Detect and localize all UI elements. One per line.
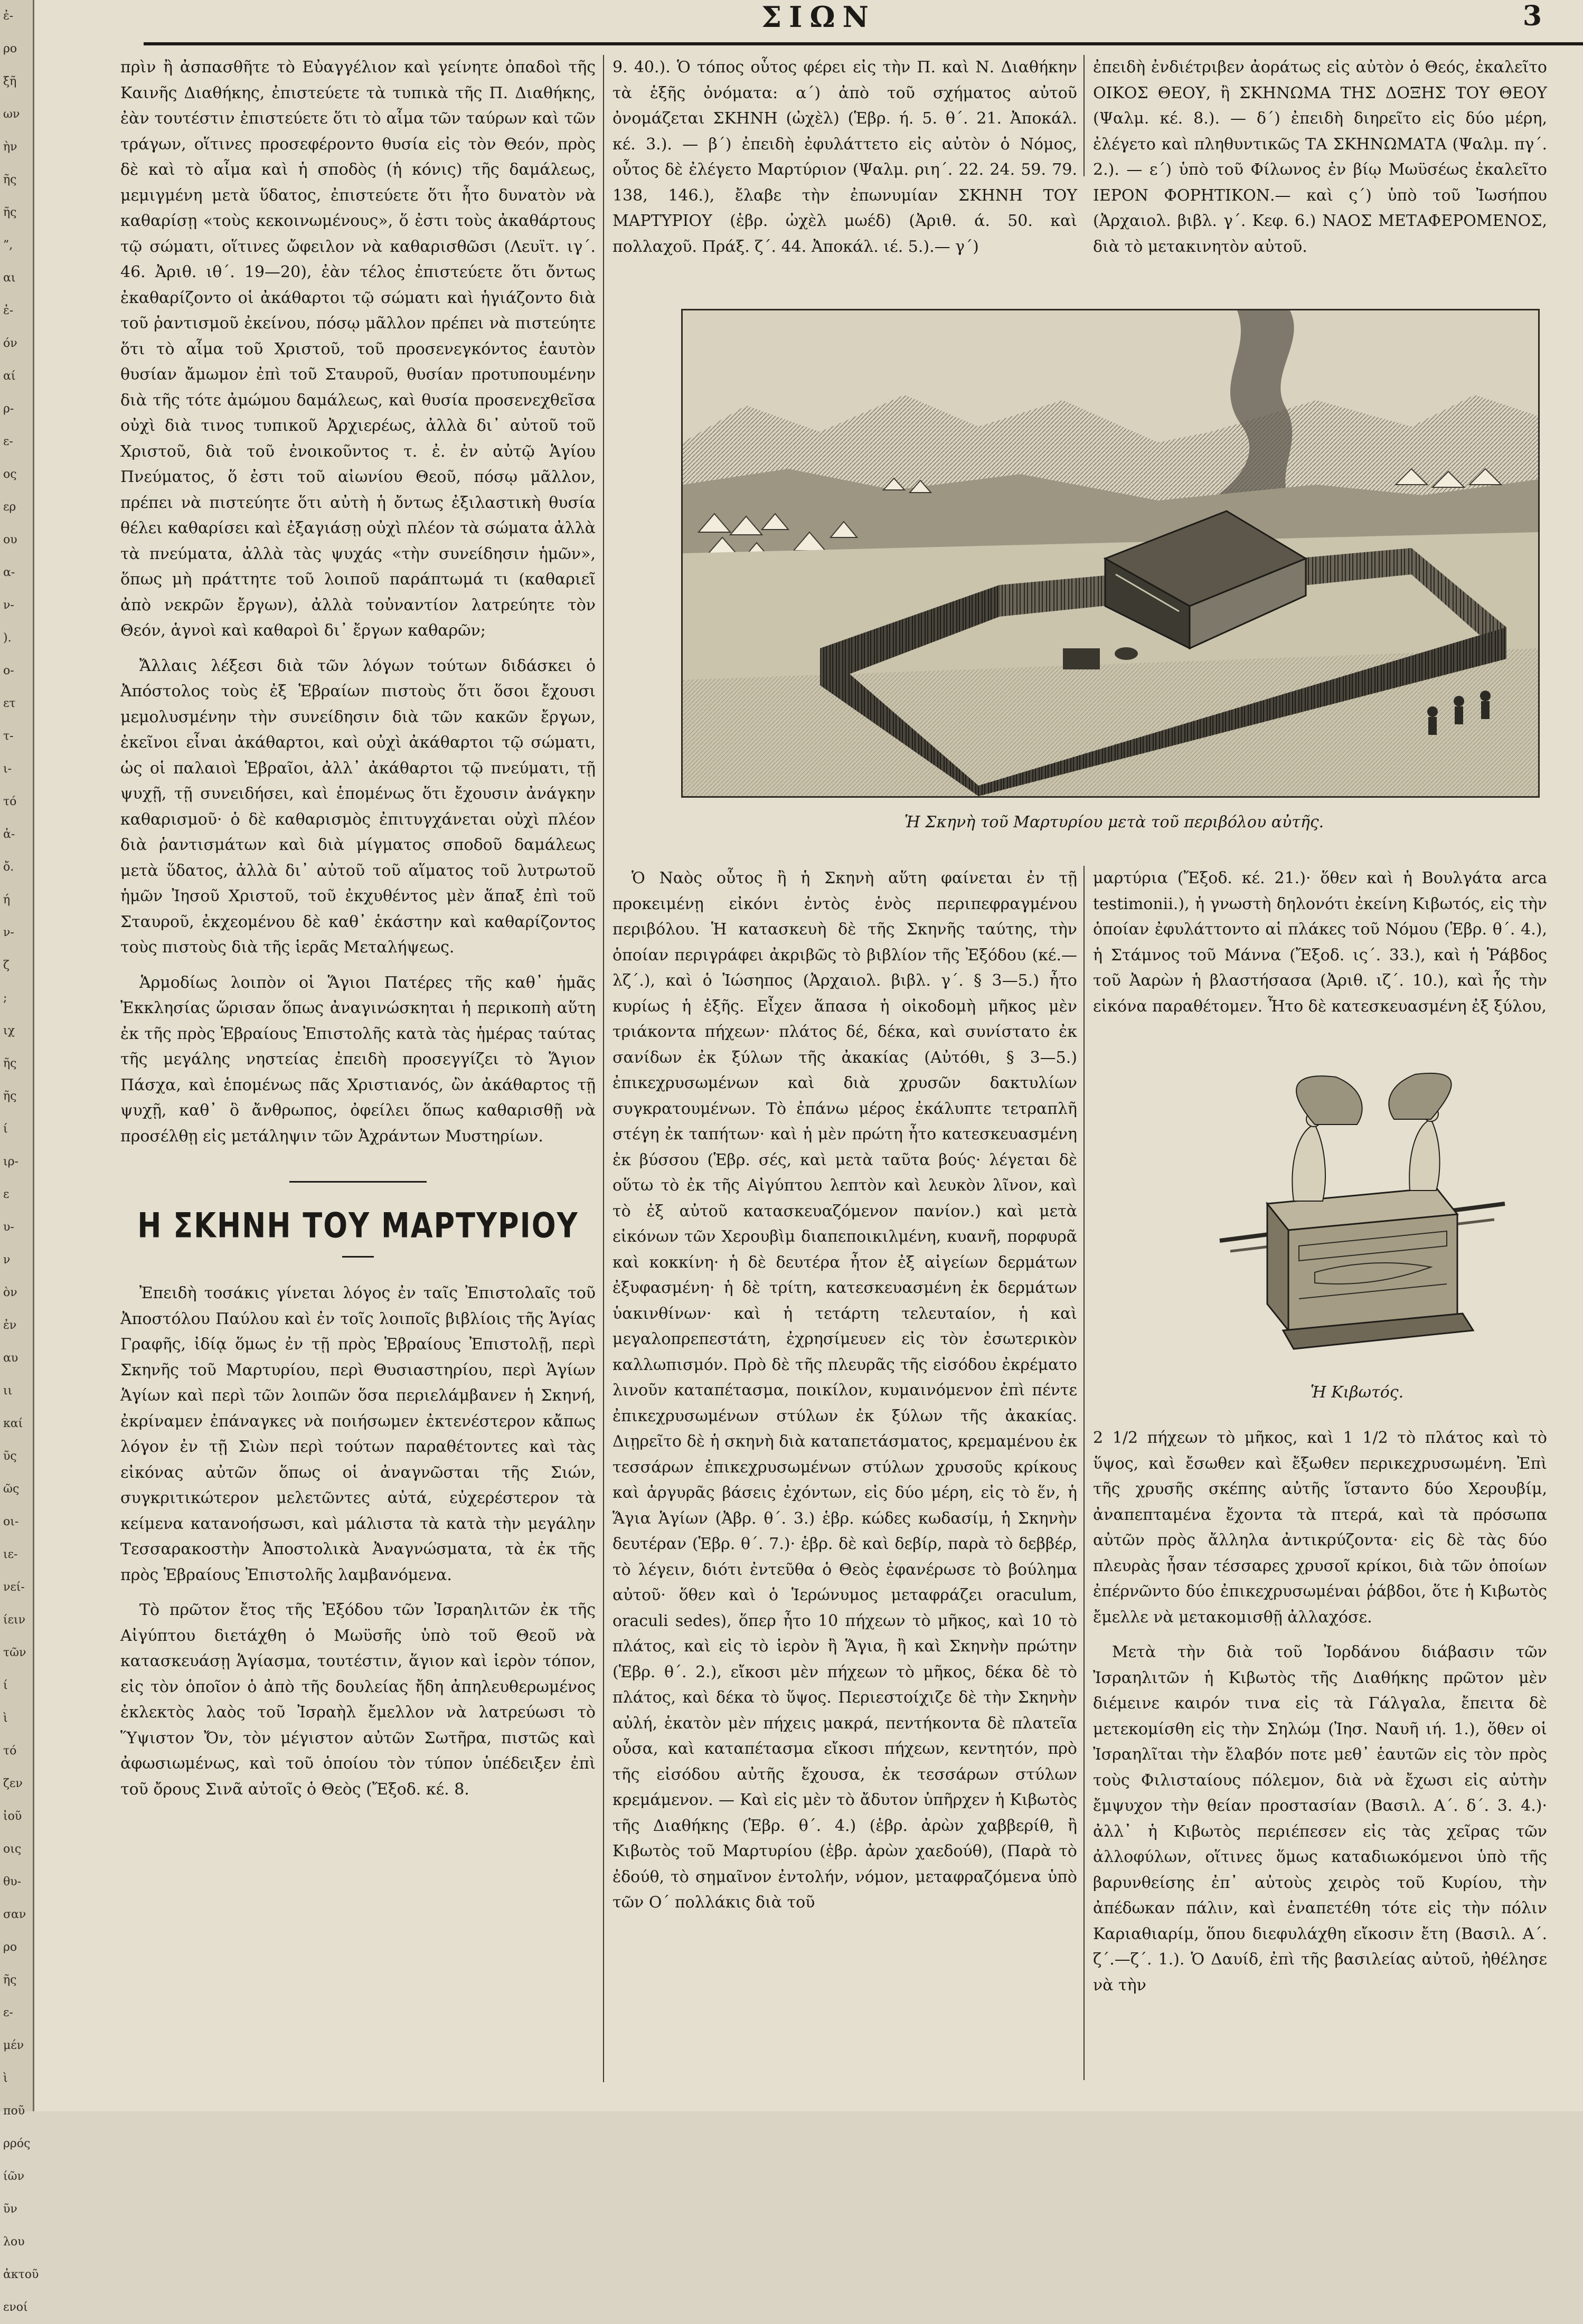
margin-fragment: ου [3,533,17,546]
paragraph: Ἄλλαις λέξεσι διὰ τῶν λόγων τούτων διδάσκει ὁ Ἀπόστολος τοὺς ἐξ Ἑβραίων πιστοὺς ὅτι ὅσοι ἔχουσι μεμολυσμένην τὴν συνείδησιν διὰ τῶν κακῶν ἔργων, ἐκεῖνοι εἶναι ἀκάθαρτοι, καὶ οὐχὶ ἀκάθαρτοι τῷ σώματι, ὡς οἱ παλαιοὶ Ἑβραῖοι, ἀλλ᾿ ἀκάθαρτοι τῷ πνεύματι, τῇ ψυχῇ, τῇ συνειδήσει, καὶ ἑπομένως ὅτι ἔχουσιν ἀνάγκην καθαρισμοῦ· ὁ δὲ καθαρισμὸς ἐπιτυγχάνεται οὐχὶ πλέον διὰ ῥαντισμάτων καὶ διὰ μίγματος σποδοῦ δαμάλεως μετὰ ὕδατος, ἀλλὰ δι᾿ αὐτοῦ τοῦ αἵματος τοῦ λυτρωτοῦ ἡμῶν Ἰησοῦ Χριστοῦ, τοῦ ἐκχυθέντος μὲν ἅπαξ ἐπὶ τοῦ Σταυροῦ, ἐκχεομένου δὲ καθ᾿ ἑκάστην καὶ καθαρίζοντος τοὺς πιστοὺς διὰ τῆς ἱερᾶς Μεταλήψεως. [120,656,596,957]
margin-fragment: ετ [3,697,16,710]
heading-underline [342,1256,374,1258]
ark-engraving [1209,1066,1515,1362]
margin-fragment: ῶς [3,1482,20,1496]
margin-fragment: ν- [3,599,14,612]
margin-fragment: ἀ- [3,828,15,841]
margin-fragment: οι- [3,1515,19,1528]
margin-fragment: θυ- [3,1875,22,1888]
margin-fragment: λου [3,2235,25,2249]
margin-fragment: ἐ- [3,304,14,317]
margin-fragment: ποῦ [3,2104,25,2118]
margin-fragment: τῶν [3,1646,26,1659]
column-right-bottom [1093,1425,1547,2091]
ark-illustration [1209,1066,1515,1362]
margin-fragment: α- [3,566,15,579]
margin-fragment: ρο [3,42,17,55]
margin-fragment: ”, [3,239,13,252]
page-number: 3 [1522,0,1542,32]
running-title: ΣΙΩΝ [761,0,876,34]
margin-fragment: ῦς [3,1450,17,1463]
page-header [33,0,1583,38]
margin-fragment: ν [3,1253,11,1267]
margin-fragment: ῆς [3,173,17,186]
header-rule [144,42,1583,45]
margin-fragment: ζ [3,959,10,972]
paragraph: Μετὰ τὴν διὰ τοῦ Ἰορδάνου διάβασιν τῶν Ἰσραηλιτῶν ἡ Κιβωτὸς τῆς Διαθήκης πρῶτον μὲν διέμεινε καιρόν τινα εἰς τὰ Γάλγαλα, ἔπειτα δὲ μετεκομίσθη εἰς τὴν Σηλώμ (Ἰησ. Ναυῆ ιή. 1.), ὅθεν οἱ Ἰσραηλῖται τὴν ἔλαβόν ποτε μεθ᾿ ἑαυτῶν εἰς τὸν πρὸς τοὺς Φιλισταίους πόλεμον, διὰ νὰ ἔχωσι εἰς αὐτὴν ἔμψυχον τὴν θείαν προστασίαν (Βασιλ. Α΄. δ΄. 3. 4.)· ἀλλ᾿ ἡ Κιβωτὸς περιέπεσεν εἰς τὰς χεῖρας τῶν ἀλλοφύλων, οἵτινες ὅμως καταδιωκόμενοι ὑπὸ τῆς βαρυνθείσης ἐπ᾿ αὐτοὺς χειρὸς τοῦ Κυρίου, τὴν ἀπέδωκαν πάλιν, καὶ ἐναπετέθη τότε εἰς τὴν πόλιν Καριαθιαρίμ, ὅπου διεφυλάχθη εἴκοσιν ἔτη (Βασιλ. Α΄. ζ΄.—ζ΄. 1.). Ὁ Δαυίδ, ἐπὶ τῆς βασιλείας αὐτοῦ, ἠθέλησε νὰ τὴν [1093,1643,1547,1995]
margin-fragment: ίειν [3,1613,26,1627]
column-divider [1083,866,1085,2080]
margin-fragment: τ- [3,730,14,743]
margin-fragment: ί [3,1679,8,1692]
section-divider [289,1181,427,1183]
column-left [120,55,596,2082]
margin-fragment: νεί- [3,1581,25,1594]
margin-fragment: ε- [3,2006,13,2019]
margin-fragment: τό [3,795,17,808]
margin-fragment: ὶ [3,1712,8,1725]
margin-fragment: ῆς [3,1057,17,1070]
margin-fragment: ξῆ [3,75,17,88]
margin-fragment: ἀκτοῦ [3,2268,39,2281]
tabernacle-engraving [681,309,1540,798]
margin-fragment: αυ [3,1352,18,1365]
margin-fragment: ῆς [3,1090,17,1103]
margin-fragment: οις [3,1843,22,1856]
margin-fragment: ν- [3,926,14,939]
margin-fragment: ρ- [3,402,14,415]
margin-fragment: ἐ- [3,10,14,23]
margin-fragment: ὶ [3,2072,8,2085]
margin-fragment: μέν [3,2039,24,2052]
margin-fragment: ὄ. [3,861,14,874]
margin-fragment: ιε- [3,1548,18,1561]
margin-fragment: ι- [3,762,12,776]
margin-fragment: ). [3,631,12,645]
column-middle-top [613,55,1077,256]
margin-fragment: καί [3,1417,23,1430]
margin-fragment: ζεν [3,1777,23,1790]
margin-fragment: ιι [3,1384,13,1397]
margin-fragment: ιρ- [3,1155,18,1168]
margin-fragment: τό [3,1744,17,1758]
margin-fragment: υ- [3,1221,14,1234]
margin-fragment: ῦν [3,2203,17,2216]
margin-fragment: ίῶν [3,2170,24,2183]
margin-fragment: ε- [3,435,13,448]
paragraph: 2 1/2 πήχεων τὸ μῆκος, καὶ 1 1/2 τὸ πλάτος καὶ τὸ ὕψος, καὶ ἔσωθεν καὶ ἔξωθεν περικεχρυσωμένη. Ἐπὶ τῆς χρυσῆς σκέπης αὐτῆς ἵσταντο δύο Χερουβίμ, ἀναπεπταμένα ἔχοντα τὰ πτερά, καὶ τὰ πρόσωπα αὐτῶν πρὸς ἄλληλα ἀντικρύζοντα· εἰς δὲ τὰς δύο πλευρὰς ἦσαν τέσσαρες χρυσοῖ κρίκοι, διὰ τῶν ὁποίων ἐπέρνῶντο δύο ἐπικεχρυσωμέναι ῥάβδοι, ὅτε ἡ Κιβωτὸς ἔμελλε νὰ μετακομισθῇ ἀλλαχόσε. [1093,1429,1547,1627]
margin-fragment: αι [3,271,16,285]
paragraph: πρὶν ἢ ἀσπασθῆτε τὸ Εὐαγγέλιον καὶ γείνητε ὀπαδοὶ τῆς Καινῆς Διαθήκης, ἐπιστεύετε τὰ τυπικὰ τῆς Π. Διαθήκης, ἐὰν τουτέστιν ἐπιστεύετε ὅτι τὸ αἷμα τῶν ταύρων καὶ τῶν τράγων, οἵτινες προσεφέροντο θυσία εἰς τὸν Θεόν, πρὸς δὲ καὶ τὸ αἷμα καὶ ἡ σποδὸς (ἡ κόνις) τῆς δαμάλεως, μεμιγμένη μετὰ ὕδατος, ἐπιστεύετε ὅτι ἦτο δυνατὸν νὰ καθαρίσῃ «τοὺς κεκοινωμένους», ὅ ἐστι τοὺς ἀκαθάρτους τῷ σώματι, οἵτινες ὤφειλον νὰ καθαρισθῶσι (Λευϊτ. ιγ΄. 46. Ἀριθ. ιθ΄. 19—20), ἐὰν τέλος ἐπιστεύετε ὅτι ὄντως ἐκαθαρίζοντο οἱ ἀκάθαρτοι τῷ σώματι καὶ ἡγιάζοντο διὰ τοῦ ῥαντισμοῦ ἐκείνου, πόσῳ μᾶλλον πρέπει νὰ πιστεύητε ὅτι τὸ αἷμα τοῦ Χριστοῦ, τοῦ προσενεγκόντος ἑαυτὸν θυσίαν ἄμωμον ἐπὶ τοῦ Σταυροῦ, θυσίαν προτυπουμένην διὰ τῆς τότε ἀμώμου δαμάλεως, καὶ θυσία προσενεχθεῖσα οὐχὶ διὰ τινος τυπικοῦ Ἀρχιερέως, ἀλλὰ δι᾿ αὐτοῦ τοῦ Χριστοῦ, διὰ τοῦ ἐνοικοῦντος τ. ἐ. ἐν αὐτῷ Ἁγίου Πνεύματος, ὅ ἐστι τοῦ αἰωνίου Θεοῦ, πόσῳ μᾶλλον, πρέπει νὰ πιστεύητε ὅτι αὐτὴ ἡ ὄντως ἐξιλαστικὴ θυσία θέλει καθαρίσει καὶ ἐξαγιάσῃ οὐχὶ πλέον τὰ σώματα ἀλλὰ τὰ πνεύματα, ἀλλὰ τὰς ψυχάς «τὴν συνείδησιν ἡμῶν», ὅπως μὴ πράττητε τοῦ λοιποῦ παράπτωμά τι (καθαριεῖ ἀπὸ νεκρῶν ἔργων), ἀλλὰ τοὐναντίον λατρεύητε τὸν Θεόν, ἁγνοὶ καὶ καθαροὶ δι᾿ ἔργων καθαρῶν; [120,58,596,640]
paragraph: Τὸ πρῶτον ἔτος τῆς Ἐξόδου τῶν Ἰσραηλιτῶν ἐκ τῆς Αἰγύπτου διετάχθη ὁ Μωϋσῆς ὑπὸ τοῦ Θεοῦ νὰ κατασκευάσῃ Ἁγίασμα, τουτέστιν, ἅγιον καὶ ἱερὸν τόπον, εἰς τὸν ὁποῖον ὁ ἀπὸ τῆς δουλείας ἤδη ἀπηλευθερωμένος ἐκλεκτὸς λαὸς τοῦ Ἰσραὴλ ἔμελλον νὰ λατρεύωσι τὸ Ὕψιστον Ὄν, τὸν μέγιστον αὐτῶν Σωτῆρα, πιστῶς καὶ ἀφωσιωμένως, καὶ τοῦ ὁποίου τὸν τύπον ὑπέδειξεν ἐπὶ τοῦ ὄρους Σινᾶ αὐτοῖς ὁ Θεὸς (Ἔξοδ. κέ. 8. [120,1601,596,1799]
ark-caption: Ἡ Κιβωτός. [1310,1383,1404,1402]
margin-fragment: ὴν [3,140,17,154]
section-heading: Η ΣΚΗΝΗ ΤΟΥ ΜΑΡΤΥΡΙΟΥ [137,1205,579,1246]
tabernacle-caption: Ἡ Σκηνὴ τοῦ Μαρτυρίου μετὰ τοῦ περιβόλου αὐτῆς. [904,813,1324,832]
paragraph: Ἐπειδὴ τοσάκις γίνεται λόγος ἐν ταῖς Ἐπιστολαῖς τοῦ Ἀποστόλου Παύλου καὶ ἐν τοῖς λοιποῖς βιβλίοις τῆς Ἁγίας Γραφῆς, ἰδίᾳ ὅμως ἐν τῇ πρὸς Ἑβραίους Ἐπιστολῇ, περὶ Σκηνῆς τοῦ Μαρτυρίου, περὶ Θυσιαστηρίου, περὶ Ἁγίων Ἁγίων καὶ περὶ τῶν λοιπῶν ὅσα περιελάμβανεν ἡ Σκηνή, ἐκρίναμεν ἐπάναγκες νὰ ποιήσωμεν ἐκτενέστερον κἄπως λόγον ἐν τῇ Σιὼν περὶ τούτων παραθέτοντες καὶ τὰς εἰκόνας αὐτῶν ὅπως οἱ ἀναγνῶσται τῆς Σιών, συγκριτικώτερον μελετῶντες αὐτά, εὐχερέστερον τὰ κείμενα κατανοήσωσι, καὶ μάλιστα τὰ κατὰ τὴν μεγάλην Τεσσαρακοστὴν Ἀποστολικὰ Ἀναγνώσματα, τὰ ἐκ τῆς πρὸς Ἑβραίους Ἐπιστολῆς λαμβανόμενα. [120,1284,596,1584]
paragraph: μαρτύρια (Ἔξοδ. κέ. 21.)· ὅθεν καὶ ἡ Βουλγάτα arca testimonii.), ἡ γνωστὴ δηλονότι ἐκείνη Κιβωτός, εἰς τὴν ὁποίαν ἐφυλάττοντο αἱ πλάκες τοῦ Νόμου (Ἑβρ. θ΄. 4.), ἡ Στάμνος τοῦ Μάννα (Ἔξοδ. ις΄. 33.), καὶ ἡ Ῥάβδος τοῦ Ἀαρὼν ἡ βλαστήσασα (Ἀριθ. ιζ΄. 10.), καὶ ἧς τὴν εἰκόνα παραθέτομεν. Ἦτο δὲ κατεσκευασμένη ἐξ ξύλου, [1093,869,1547,1016]
column-right-top [1093,55,1547,256]
paragraph: Ὁ Ναὸς οὗτος ἢ ἡ Σκηνὴ αὕτη φαίνεται ἐν τῇ προκειμένῃ εἰκόνι ἐντὸς ἑνὸς περιπεφραγμένου περιβόλου. Ἡ κατασκευὴ δὲ τῆς Σκηνῆς ταύτης, τὴν ὁποίαν περιγράφει ἀκριβῶς τὸ βιβλίον τῆς Ἐξόδου (κέ.—λζ΄.), καὶ ὁ Ἰώσηπος (Ἀρχαιολ. βιβλ. γ΄. § 3—5.) ἦτο κυρίως ἡ ἑξῆς. Εἶχεν ἅπασα ἡ οἰκοδομὴ μῆκος μὲν τριάκοντα πήχεων· πλάτος δέ, δέκα, καὶ συνίστατο ἐκ σανίδων ἐκ ξύλων τῆς ἀκακίας (Αὐτόθι, § 3—5.) ἐπικεχρυσωμένων καὶ διὰ χρυσῶν δακτυλίων συγκρατουμένων. Τὸ ἐπάνω μέρος ἐκάλυπτε τετραπλῆ στέγη ἐκ ταπήτων· καὶ ἡ μὲν πρώτη ἦτο κατεσκευασμένη ἐκ βύσσου (Ἑβρ. σές, καὶ μετὰ ταῦτα βούς· λέγεται δὲ οὕτω τὸ ἐκ τῆς Αἰγύπτου λεπτὸν καὶ λευκὸν λῖνον, καὶ τὸ ἐξ αὐτοῦ κατασκευαζόμενον πανίον.) καὶ μετὰ εἰκόνων τῶν Χερουβὶμ διαπεποικιλμένη, κυανῆ, πορφυρᾶ καὶ κοκκίνη· ἡ δὲ δευτέρα ἦτον ἐξ αἰγείων δερμάτων ἐξυφασμένη· ἡ δὲ τρίτη, κατεσκευασμένη ἐκ δερμάτων ὑακινθίνων· καὶ ἡ τετάρτη τελευταίον, ἡ καὶ μεγαλοπρεπεστάτη, ἐχρησίμευεν εἰς τὸν ἐσωτερικὸν καλλωπισμόν. Πρὸ δὲ τῆς πλευρᾶς τῆς εἰσόδου ἐκρέματο λινοῦν καταπέτασμα, ποικίλον, κυμαινόμενον ἐπὶ πέντε ἐπικεχρυσωμένων στύλων ἐκ ξύλων τῆς ἀκακίας. Διῃρεῖτο δὲ ἡ σκηνὴ διὰ καταπετάσματος, κρεμαμένου ἐκ τεσσάρων ἐπικεχρυσωμένων στύλων χρυσοῦς κρίκους καὶ ἀργυρᾶς βάσεις ἐχόντων, εἰς δύο μέρη, εἰς τὸ ἕν, ἡ Ἅγια Ἁγίων (Ἀβρ. θ΄. 3.) ἑβρ. κώδες κωδασίμ, ἡ Σκηνὴν δευτέραν (Ἑβρ. θ΄. 7.)· ἑβρ. δὲ καὶ δεβίρ, παρὰ τὸ δεββέρ, τὸ λέγειν, διότι ἐντεῦθα ὁ Θεὸς ἐφανέρωσε τὸ βούλημα αὐτοῦ· ὅθεν καὶ ὁ Ἱερώνυμος μεταφράζει oraculum, oraculi sedes), ὅπερ ἦτο 10 πήχεων τὸ μῆκος, καὶ 10 τὸ πλάτος, καὶ εἰς τὸ ἱερὸν ἢ Ἅγια, ἢ καὶ Σκηνὴν πρώτην (Ἑβρ. θ΄. 2.), εἴκοσι μὲν πήχεων τὸ μῆκος, δέκα δὲ τὸ πλάτος, καὶ δέκα τὸ ὕψος. Περιεστοίχιζε δὲ τὴν Σκηνὴν αὐλή, ἑκατὸν μὲν πήχεις μακρά, πεντήκοντα δὲ πλατεῖα οὖσα, καὶ καταπέτασμα εἴκοσι πήχεων, κεντητόν, πρὸ τῆς εἰσόδου αὐτῆς ἔχουσα, ἐκ τεσσάρων στύλων κρεμάμενον. — Καὶ εἰς μὲν τὸ ἄδυτον ὑπῆρχεν ἡ Κιβωτὸς τῆς Διαθήκης (Ἑβρ. θ΄. 4.) (ἑβρ. ἀρὼν χαββερίθ, ἢ Κιβωτὸς τοῦ Μαρτυρίου (ἑβρ. ἀρὼν χαεδούθ), (Παρὰ τὸ ἐδούθ, τὸ σημαῖνον ἐντολήν, νόμον, μεταφραζόμενα ὑπὸ τῶν Ο΄ πολλάκις διὰ τοῦ [613,869,1077,1912]
column-divider [603,55,604,2082]
margin-fragment: ὸν [3,1286,17,1299]
margin-fragment: ο- [3,664,14,677]
paragraph: ἐπειδὴ ἐνδιέτριβεν ἀοράτως εἰς αὐτὸν ὁ Θεός, ἐκαλεῖτο ΟΙΚΟΣ ΘΕΟΥ, ἢ ΣΚΗΝΩΜΑ ΤΗΣ ΔΟΞΗΣ ΤΟΥ ΘΕΟΥ (Ψαλμ. κέ. 8.). — δ΄) ἐπειδὴ διηρεῖτο εἰς δύο μέρη, ἐλέγετο καὶ πληθυντικῶς ΤΑ ΣΚΗΝΩΜΑΤΑ (Ψαλμ. πγ΄. 2.). — ε΄) ὑπὸ τοῦ Φίλωνος ἐν βίῳ Μωϋσέως ἐκαλεῖτο ΙΕΡΟΝ ΦΟΡΗΤΙΚΟΝ.— καὶ ς΄) ὑπὸ τοῦ Ἰωσήπου (Ἀρχαιολ. βιβλ. γ΄. Κεφ. 6.) ΝΑΟΣ ΜΕΤΑΦΕΡΟΜΕΝΟΣ, διὰ τὸ μετακινητὸν αὐτοῦ. [1093,58,1547,256]
column-middle-lower [613,866,1077,2080]
margin-fragment: ἐν [3,1319,17,1332]
margin-fragment: ρρός [3,2137,31,2150]
margin-fragment: ί [3,1122,8,1136]
margin-fragment: ῆς [3,206,17,219]
paragraph: Ἁρμοδίως λοιπὸν οἱ Ἅγιοι Πατέρες τῆς καθ᾿ ἡμᾶς Ἐκκλησίας ὥρισαν ὅπως ἀναγινώσκηται ἡ περικοπὴ αὕτη ἐκ τῆς πρὸς Ἑβραίους Ἐπιστολῆς κατὰ τὰς ἡμέρας ταύτας τῆς μεγάλης νηστείας ἐπειδὴ προσεγγίζει τὸ Ἅγιον Πάσχα, καὶ ἑπομένως πᾶς Χριστιανός, ὢν ἀκάθαρτος τῇ ψυχῇ, καθ᾿ ὃ ἄνθρωπος, ὀφείλει ὅπως καθαρισθῇ νὰ προσέλθῃ εἰς μετάληψιν τῶν Ἀχράντων Μυστηρίων. [120,973,596,1146]
margin-fragment: ων [3,108,20,121]
margin-fragment: ἰοῦ [3,1810,22,1823]
margin-fragment: ιχ [3,1024,15,1037]
margin-fragment: όν [3,337,17,350]
margin-fragment: ε [3,1188,10,1201]
margin-fragment: ος [3,468,17,481]
margin-fragment: ενοί [3,2301,28,2314]
margin-fragment: ρο [3,1941,17,1954]
column-right-lower-top [1093,866,1547,1035]
column-divider [1083,55,1085,176]
tabernacle-illustration [683,310,1538,796]
margin-fragment: αί [3,370,16,383]
margin-fragment: ; [3,991,7,1005]
margin-fragment: σαν [3,1908,26,1921]
paragraph: 9. 40.). Ὁ τόπος οὗτος φέρει εἰς τὴν Π. καὶ Ν. Διαθήκην τὰ ἑξῆς ὀνόματα: α΄) ἀπὸ τοῦ σχήματος αὐτοῦ ὀνομάζεται ΣΚΗΝΗ (ὠχὲλ) (Ἑβρ. ή. 5. θ΄. 21. Ἀποκάλ. κέ. 3.). — β΄) ἐπειδὴ ἐφυλάττετο εἰς αὐτὸν ὁ Νόμος, οὗτος δὲ ἐλέγετο Μαρτύριον (Ψαλμ. ριη΄. 22. 24. 59. 79. 138, 146.), ἔλαβε τὴν ἐπωνυμίαν ΣΚΗΝΗ ΤΟΥ ΜΑΡΤΥΡΙΟΥ (ἑβρ. ὠχὲλ μωέδ) (Ἀριθ. ά. 50. καὶ πολλαχοῦ. Πράξ. ζ΄. 44. Ἀποκάλ. ιέ. 5.).— γ΄) [613,58,1077,256]
margin-fragment: ερ [3,500,16,514]
adjacent-page-margin [0,0,39,2314]
margin-fragment: ή [3,893,11,906]
margin-fragment: ῆς [3,1973,17,1987]
